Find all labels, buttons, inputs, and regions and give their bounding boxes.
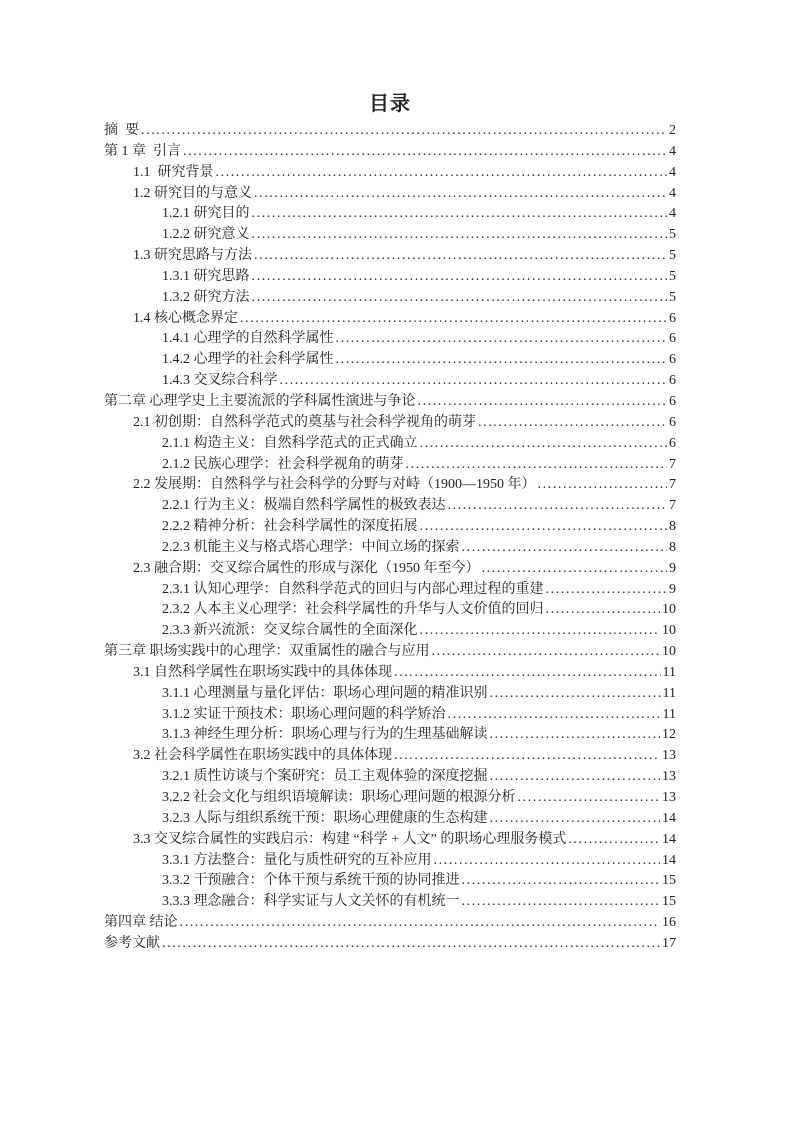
- toc-leader-dots: [462, 538, 668, 559]
- toc-page-number: 10: [662, 644, 676, 660]
- toc-page-number: 14: [662, 831, 676, 847]
- toc-leader-dots: [394, 663, 661, 684]
- toc-entry-label: 3.3.2 干预融合：个体干预与系统干预的协同推进: [162, 873, 460, 889]
- toc-page-number: 7: [669, 477, 676, 493]
- toc-entry[interactable]: [104, 913, 676, 934]
- toc-entry[interactable]: [104, 163, 676, 184]
- toc-entry-label: 2.3.2 人本主义心理学：社会科学属性的升华与人文价值的回归: [162, 602, 544, 618]
- toc-leader-dots: [420, 434, 668, 455]
- toc-leader-dots: [252, 267, 668, 288]
- toc-entry[interactable]: [104, 830, 676, 851]
- toc-leader-dots: [420, 517, 668, 538]
- toc-leader-dots: [394, 746, 660, 767]
- toc-entry[interactable]: [104, 663, 676, 684]
- toc-entry-label: 2.2.2 精神分析：社会科学属性的深度拓展: [162, 519, 418, 535]
- toc-entry[interactable]: [104, 184, 676, 205]
- toc-entry[interactable]: [104, 725, 676, 746]
- toc-page-number: 6: [669, 331, 676, 347]
- toc-page-number: 4: [669, 143, 676, 159]
- toc-list: [104, 121, 676, 955]
- toc-entry[interactable]: [104, 204, 676, 225]
- toc-page-number: 4: [669, 206, 676, 222]
- toc-entry-label: 1.2.2 研究意义: [162, 227, 250, 243]
- toc-entry-label: 3.2.2 社会文化与组织语境解读：职场心理问题的根源分析: [162, 790, 516, 805]
- toc-entry-label: 3.2.1 质性访谈与个案研究：员工主观体验的深度挖掘: [162, 769, 488, 785]
- toc-leader-dots: [240, 309, 667, 330]
- toc-entry-label: 3.3.1 方法整合：量化与质性研究的互补应用: [162, 852, 432, 868]
- toc-entry[interactable]: [104, 496, 676, 517]
- toc-entry-label: 2.1.1 构造主义：自然科学范式的正式确立: [162, 435, 418, 451]
- toc-page-number: 10: [662, 602, 676, 618]
- toc-entry-label: 第二章 心理学史上主要流派的学科属性演进与争论: [104, 393, 416, 409]
- toc-leader-dots: [406, 455, 668, 476]
- toc-entry[interactable]: [104, 642, 676, 663]
- toc-page-number: 6: [669, 435, 676, 451]
- toc-leader-dots: [252, 288, 668, 309]
- toc-entry-label: 3.1 自然科学属性在职场实践中的具体体现: [133, 664, 392, 680]
- toc-entry[interactable]: [104, 413, 676, 434]
- toc-page-number: 16: [662, 915, 676, 931]
- toc-entry-label: 1.2.1 研究目的: [162, 206, 250, 222]
- toc-page-number: 7: [669, 456, 676, 472]
- toc-page-number: 6: [669, 373, 676, 389]
- toc-page-number: 6: [669, 393, 676, 409]
- toc-leader-dots: [490, 809, 661, 830]
- toc-page-number: 11: [662, 664, 676, 680]
- toc-entry[interactable]: [104, 621, 676, 642]
- toc-leader-dots: [252, 204, 668, 225]
- toc-page-number: 5: [669, 227, 676, 243]
- toc-entry-label: 1.3 研究思路与方法: [133, 248, 252, 264]
- toc-entry-label: 2.2.3 机能主义与格式塔心理学：中间立场的探索: [162, 539, 460, 555]
- toc-leader-dots: [254, 246, 667, 267]
- toc-leader-dots: [183, 142, 667, 163]
- toc-entry-label: 3.1.1 心理测量与量化评估：职场心理问题的精准识别: [162, 685, 488, 701]
- toc-leader-dots: [162, 934, 660, 955]
- toc-page-number: 14: [662, 810, 676, 826]
- toc-page-number: 5: [669, 268, 676, 284]
- toc-page-number: 6: [669, 414, 676, 430]
- toc-entry[interactable]: [104, 538, 676, 559]
- toc-leader-dots: [490, 684, 661, 705]
- toc-entry-label: 1.4.3 交叉综合科学: [162, 373, 278, 389]
- toc-entry[interactable]: [104, 142, 676, 163]
- toc-entry-label: 1.3.2 研究方法: [162, 289, 250, 305]
- toc-entry-label: 3.2.3 人际与组织系统干预：职场心理健康的生态构建: [162, 810, 488, 826]
- toc-entry[interactable]: [104, 580, 676, 601]
- toc-entry-label: 3.2 社会科学属性在职场实践中的具体体现: [133, 748, 392, 764]
- toc-entry-label: 参考文献: [104, 935, 160, 951]
- toc-leader-dots: [546, 600, 661, 621]
- toc-entry[interactable]: [104, 350, 676, 371]
- toc-page-number: 6: [669, 310, 676, 326]
- toc-entry[interactable]: [104, 225, 676, 246]
- toc-entry-label: 第三章 职场实践中的心理学：双重属性的融合与应用: [104, 644, 430, 660]
- toc-entry-label: 3.3 交叉综合属性的实践启示：构建 “科学 + 人文” 的职场心理服务模式: [133, 831, 567, 847]
- toc-page-number: 9: [669, 560, 676, 576]
- toc-leader-dots: [418, 392, 668, 413]
- toc-page-number: 8: [669, 519, 676, 535]
- toc-leader-dots: [252, 225, 668, 246]
- toc-entry-label: 2.3 融合期：交叉综合属性的形成与深化（1950 年至今）: [133, 560, 480, 576]
- toc-content: [104, 92, 676, 955]
- toc-page-number: 7: [669, 498, 676, 514]
- toc-leader-dots: [434, 851, 661, 872]
- toc-page-number: 8: [669, 539, 676, 555]
- toc-leader-dots: [448, 496, 668, 517]
- toc-leader-dots: [432, 642, 661, 663]
- toc-page-number: 15: [662, 873, 676, 889]
- toc-entry[interactable]: [104, 309, 676, 330]
- toc-entry[interactable]: [104, 746, 676, 767]
- toc-entry-label: 1.2 研究目的与意义: [133, 185, 252, 201]
- toc-page-number: 4: [669, 164, 676, 180]
- toc-entry-label: 1.3.1 研究思路: [162, 268, 250, 284]
- toc-entry-label: 第 1 章 引言: [104, 143, 181, 159]
- toc-entry-label: 1.4.1 心理学的自然科学属性: [162, 331, 334, 347]
- toc-page-number: 4: [669, 185, 676, 201]
- toc-leader-dots: [538, 475, 668, 496]
- toc-page-number: 13: [662, 790, 676, 805]
- toc-page-number: 2: [669, 123, 676, 138]
- toc-entry-label: 摘 要: [104, 123, 139, 138]
- toc-entry[interactable]: [104, 121, 676, 142]
- toc-leader-dots: [280, 371, 668, 392]
- toc-entry-label: 2.2 发展期：自然科学与社会科学的分野与对峙（1900—1950 年）: [133, 477, 536, 493]
- toc-page-number: 13: [662, 769, 676, 785]
- toc-entry-label: 1.1 研究背景: [133, 164, 214, 180]
- toc-entry[interactable]: [104, 392, 676, 413]
- toc-page-number: 11: [662, 706, 676, 722]
- toc-leader-dots: [462, 892, 661, 913]
- toc-entry[interactable]: [104, 871, 676, 892]
- toc-leader-dots: [336, 329, 668, 350]
- toc-entry-label: 第四章 结论: [104, 915, 178, 931]
- toc-entry[interactable]: [104, 434, 676, 455]
- toc-entry[interactable]: [104, 267, 676, 288]
- toc-entry[interactable]: [104, 851, 676, 872]
- toc-leader-dots: [420, 621, 661, 642]
- toc-title: 目录: [369, 93, 411, 115]
- toc-entry[interactable]: [104, 475, 676, 496]
- toc-leader-dots: [336, 350, 668, 371]
- toc-entry[interactable]: [104, 767, 676, 788]
- toc-entry[interactable]: [104, 705, 676, 726]
- toc-entry[interactable]: [104, 559, 676, 580]
- toc-entry-label: 2.3.3 新兴流派：交叉综合属性的全面深化: [162, 623, 418, 639]
- toc-leader-dots: [216, 163, 668, 184]
- toc-leader-dots: [568, 830, 660, 851]
- toc-entry[interactable]: [104, 455, 676, 476]
- toc-entry-label: 2.3.1 认知心理学：自然科学范式的回归与内部心理过程的重建: [162, 581, 544, 597]
- toc-page-number: 12: [662, 727, 676, 743]
- toc-leader-dots: [462, 871, 661, 892]
- toc-page-number: 10: [662, 623, 676, 639]
- toc-page-number: 14: [662, 852, 676, 868]
- toc-leader-dots: [254, 184, 667, 205]
- toc-leader-dots: [448, 705, 661, 726]
- toc-page-number: 15: [662, 894, 676, 910]
- toc-entry-label: 3.1.2 实证干预技术：职场心理问题的科学矫治: [162, 706, 446, 722]
- toc-entry-label: 1.4.2 心理学的社会科学属性: [162, 352, 334, 368]
- toc-page-number: 17: [662, 935, 676, 951]
- toc-leader-dots: [478, 413, 667, 434]
- toc-entry[interactable]: [104, 600, 676, 621]
- toc-leader-dots: [518, 788, 661, 809]
- toc-page-number: 9: [669, 581, 676, 597]
- toc-entry[interactable]: [104, 892, 676, 913]
- toc-page-number: 11: [662, 685, 676, 701]
- toc-entry-label: 2.1.2 民族心理学：社会科学视角的萌芽: [162, 456, 404, 472]
- toc-entry-label: 3.3.3 理念融合：科学实证与人文关怀的有机统一: [162, 894, 460, 910]
- toc-leader-dots: [180, 913, 661, 934]
- toc-entry[interactable]: [104, 788, 676, 809]
- toc-leader-dots: [490, 767, 661, 788]
- toc-entry-label: 2.1 初创期：自然科学范式的奠基与社会科学视角的萌芽: [133, 414, 476, 430]
- toc-entry[interactable]: [104, 246, 676, 267]
- toc-leader-dots: [490, 725, 661, 746]
- toc-entry-label: 3.1.3 神经生理分析：职场心理与行为的生理基础解读: [162, 727, 488, 743]
- toc-leader-dots: [141, 121, 667, 142]
- toc-entry-label: 2.2.1 行为主义：极端自然科学属性的极致表达: [162, 498, 446, 514]
- toc-entry[interactable]: [104, 329, 676, 350]
- toc-entry[interactable]: [104, 934, 676, 955]
- toc-page-number: 5: [669, 248, 676, 264]
- toc-entry[interactable]: [104, 809, 676, 830]
- toc-page-number: 6: [669, 352, 676, 368]
- toc-entry[interactable]: [104, 371, 676, 392]
- toc-entry[interactable]: [104, 517, 676, 538]
- toc-page-number: 13: [662, 748, 676, 764]
- toc-leader-dots: [546, 580, 668, 601]
- toc-leader-dots: [482, 559, 668, 580]
- toc-entry[interactable]: [104, 288, 676, 309]
- toc-page-number: 5: [669, 289, 676, 305]
- toc-entry-label: 1.4 核心概念界定: [133, 310, 238, 326]
- toc-entry[interactable]: [104, 684, 676, 705]
